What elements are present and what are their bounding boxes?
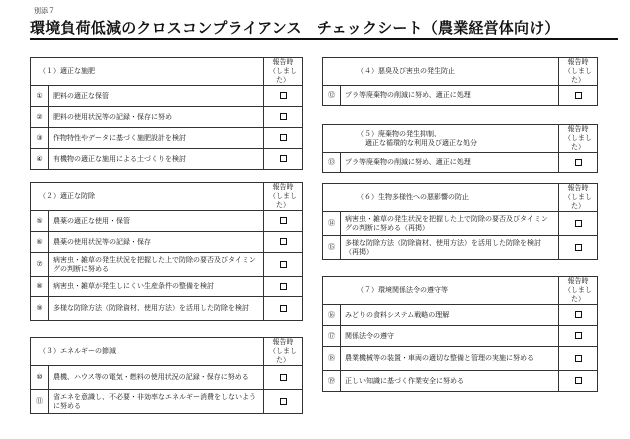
item-number: ④ xyxy=(31,149,49,170)
report-checkbox[interactable] xyxy=(280,155,287,162)
report-checkbox[interactable] xyxy=(280,134,287,141)
item-text: 農薬の適正な使用・保管 xyxy=(49,211,264,232)
item-text: 有機物の適正な施用による土づくりを検討 xyxy=(49,149,264,170)
item-text: 省エネを意識し、不必要・非効率なエネルギー消費をしないように努める xyxy=(49,390,264,414)
report-checkbox[interactable] xyxy=(280,113,287,120)
item-text: みどりの食料システム戦略の理解 xyxy=(341,305,559,326)
item-number: ⑮ xyxy=(323,236,341,260)
item-text: 病害虫・雑草の発生状況を把握した上で防除の要否及びタイミングの判断に努める（再掲） xyxy=(341,212,559,236)
section-heading: （２）適正な防除 xyxy=(31,183,264,211)
page-title: 環境負荷低減のクロスコンプライアンス チェックシート（農業経営体向け） xyxy=(30,19,560,37)
item-number: ⑰ xyxy=(323,326,341,347)
report-header: 報告時 （しました） xyxy=(559,184,598,212)
item-text: プラ等廃棄物の削減に努め、適正に処理 xyxy=(341,86,559,106)
item-number: ⑭ xyxy=(323,212,341,236)
report-checkbox[interactable] xyxy=(575,311,582,318)
section-heading: （３）エネルギーの節減 xyxy=(31,338,264,366)
item-text: 作物特性やデータに基づく施肥設計を検討 xyxy=(49,128,264,149)
report-header: 報告時 （しました） xyxy=(264,338,303,366)
report-header: 報告時 （しました） xyxy=(264,183,303,211)
item-text: 多様な防除方法（防除資材、使用方法）を活用した防除を検討（再掲） xyxy=(341,236,559,260)
report-checkbox[interactable] xyxy=(575,244,582,251)
report-checkbox[interactable] xyxy=(575,355,582,362)
section-7-table xyxy=(322,276,598,392)
item-number: ⑫ xyxy=(323,86,341,106)
report-checkbox[interactable] xyxy=(280,217,287,224)
report-checkbox[interactable] xyxy=(280,283,287,290)
item-text: 関係法令の遵守 xyxy=(341,326,559,347)
item-text: 病害虫・雑草が発生しにくい生産条件の整備を検討 xyxy=(49,277,264,297)
item-number: ⑲ xyxy=(323,371,341,392)
report-checkbox[interactable] xyxy=(280,305,287,312)
item-number: ⑥ xyxy=(31,232,49,253)
report-checkbox[interactable] xyxy=(575,332,582,339)
item-number: ⑦ xyxy=(31,253,49,277)
section-heading: （１）適正な施肥 xyxy=(31,58,264,86)
section-3-table xyxy=(30,337,303,414)
section-4-table xyxy=(322,57,598,106)
item-number: ⑬ xyxy=(323,153,341,173)
report-checkbox[interactable] xyxy=(280,238,287,245)
section-heading: （６）生物多様性への悪影響の防止 xyxy=(323,184,559,212)
section-6-table xyxy=(322,183,598,260)
title-underline xyxy=(30,38,618,40)
report-checkbox[interactable] xyxy=(280,92,287,99)
report-header: 報告時 （しました） xyxy=(559,125,598,153)
item-text: プラ等廃棄物の削減に努め、適正に処理 xyxy=(341,153,559,173)
item-text: 病害虫・雑草の発生状況を把握した上で防除の要否及びタイミングの判断に努める xyxy=(49,253,264,277)
report-checkbox[interactable] xyxy=(575,377,582,384)
item-number: ⑯ xyxy=(323,305,341,326)
item-text: 肥料の使用状況等の記録・保存に努め xyxy=(49,107,264,128)
report-checkbox[interactable] xyxy=(575,159,582,166)
item-text: 肥料の適正な保管 xyxy=(49,86,264,107)
item-number: ③ xyxy=(31,128,49,149)
report-header: 報告時 （しました） xyxy=(559,58,598,86)
item-text: 農業機械等の装置・車両の適切な整備と管理の実施に努める xyxy=(341,347,559,371)
report-header: 報告時 （しました） xyxy=(264,58,303,86)
report-checkbox[interactable] xyxy=(280,374,287,381)
item-text: 農機、ハウス等の電気・燃料の使用状況の記録・保存に努める xyxy=(49,366,264,390)
annex-label: 別添７ xyxy=(34,7,55,15)
item-number: ⑪ xyxy=(31,390,49,414)
item-number: ② xyxy=(31,107,49,128)
item-number: ⑱ xyxy=(323,347,341,371)
item-number: ⑧ xyxy=(31,277,49,297)
item-number: ⑩ xyxy=(31,366,49,390)
item-number: ① xyxy=(31,86,49,107)
section-1-table xyxy=(30,57,303,170)
report-checkbox[interactable] xyxy=(575,220,582,227)
section-5-table xyxy=(322,124,598,173)
report-checkbox[interactable] xyxy=(280,261,287,268)
report-header: 報告時 （しました） xyxy=(559,277,598,305)
section-heading: （４）悪臭及び害虫の発生防止 xyxy=(323,58,559,86)
section-2-table xyxy=(30,182,303,321)
item-text: 多様な防除方法（防除資材、使用方法）を活用した防除を検討 xyxy=(49,297,264,321)
section-heading: （５）廃棄物の発生抑制、 適正な循環的な利用及び適正な処分 xyxy=(323,125,559,153)
item-number: ⑨ xyxy=(31,297,49,321)
section-heading: （７）環境関係法令の遵守等 xyxy=(323,277,559,305)
item-text: 農薬の使用状況等の記録・保存 xyxy=(49,232,264,253)
report-checkbox[interactable] xyxy=(575,92,582,99)
item-number: ⑤ xyxy=(31,211,49,232)
report-checkbox[interactable] xyxy=(280,398,287,405)
item-text: 正しい知識に基づく作業安全に努める xyxy=(341,371,559,392)
